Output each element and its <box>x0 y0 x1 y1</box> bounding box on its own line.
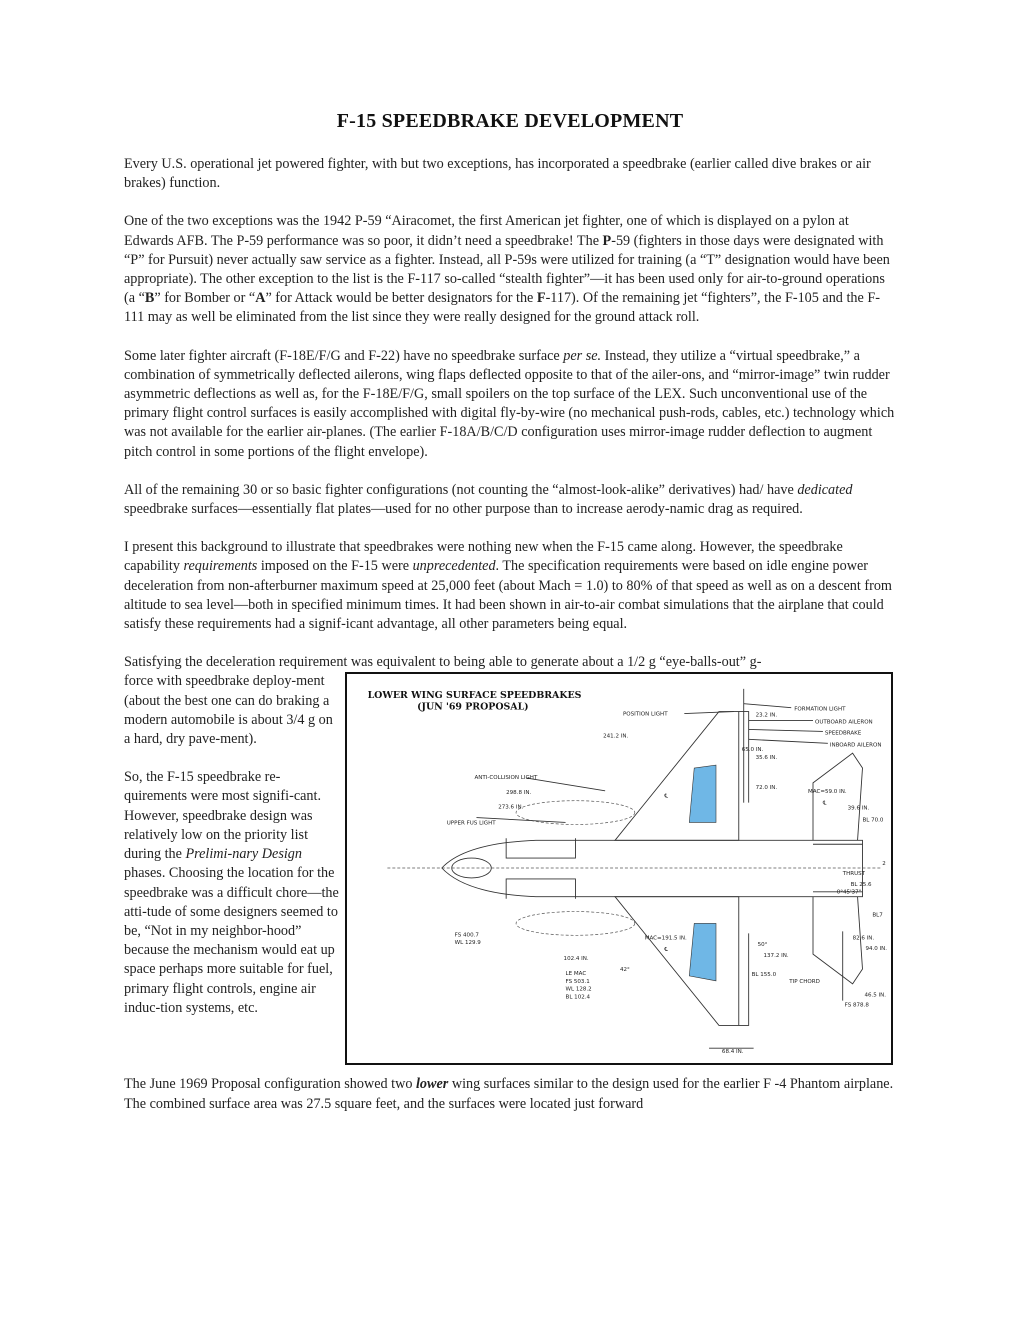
text-run: speedbrake surfaces—essentially flat plates—used for no other purpose than to increase aerody-namic drag as required. <box>124 501 803 518</box>
page-title: F-15 SPEEDBRAKE DEVELOPMENT <box>336 110 684 132</box>
text-run: One of the two exceptions was the 1942 P-59 “Airacomet, the first American jet fighter, one of which is displayed on a pylon at Edwards AFB. The P-59 performance was so poor, it didn’t need a speedbrake! The <box>124 213 849 249</box>
text-run: . The specification requirements were based on idle engine power deceleration from non-afterburner maximum speed at 25,000 feet (about Mach = 1.0) to 80% of that speed as well as on a descent from altitude to sea level—both in specified minimum times. It had been shown in air-to-air combat simulations that the airplane that could satisfy these requirements had a signif-icant advantage, all other parameters being equal. <box>124 558 892 633</box>
label-bl-25-6: BL 25.6 <box>850 882 872 889</box>
label-39-6: 39.6 IN. <box>847 806 870 813</box>
figure-title-line1: LOWER WING SURFACE SPEEDBRAKES <box>367 690 582 702</box>
label-68-4: 68.4 IN. <box>721 1049 744 1056</box>
bold-run: P <box>602 232 612 249</box>
text-run: imposed on the F-15 were <box>257 558 413 575</box>
text-run: wing surfaces similar to the design used for the earlier F -4 Phantom airplane. The combined surface area was 27.5 square feet, and the surfaces were located just forward <box>124 1076 894 1112</box>
italic-run: dedicated <box>797 481 853 498</box>
label-outboard-aileron: OUTBOARD AILERON <box>814 719 873 726</box>
label-cl-upper: ℄ <box>664 794 669 801</box>
fuel-tank-lower <box>516 912 635 936</box>
italic-run: per se. <box>563 347 602 364</box>
label-241-2: 241.2 IN. <box>603 733 629 740</box>
text-run: ” for Attack would be better designators for the <box>265 290 537 307</box>
paragraph-5 <box>124 538 896 634</box>
bold-run: F <box>536 290 546 307</box>
side-column <box>124 672 342 1017</box>
label-bl-70: BL 70.0 <box>862 817 884 824</box>
label-42: 42° <box>619 967 630 974</box>
label-137-2: 137.2 IN. <box>763 953 789 960</box>
italic-run: unprecedented <box>412 558 496 575</box>
bold-italic-run: lower <box>415 1076 449 1093</box>
paragraph-1 <box>124 155 896 193</box>
text-run: phases. Choosing the location for the speedbrake was a difficult chore—the atti-tude of some designers seemed to be, “Not in my neighbor-hood” because the mechanism would eat up space perhaps more suitable for fuel, primary flight controls, engine air induc-tion systems, etc. <box>124 865 339 1016</box>
label-bl-155: BL 155.0 <box>751 972 777 979</box>
leader-lines <box>476 689 842 1048</box>
label-94-0: 94.0 IN. <box>865 946 888 953</box>
label-upper-fus: UPPER FUS LIGHT <box>446 820 496 827</box>
label-thrust: THRUST <box>842 871 866 878</box>
paragraph-4 <box>124 481 896 519</box>
label-mac-191: MAC=191.5 IN. <box>644 935 687 942</box>
text-run: I present this background to illustrate that speedbrakes were nothing new when the F-15 came along. However, the speedbrake capability <box>124 539 843 575</box>
label-position-light: POSITION LIGHT <box>622 712 668 719</box>
speedbrake-diagram-figure <box>345 672 893 1065</box>
label-50: 50° <box>757 942 768 949</box>
figure-wrap-section <box>124 672 896 1075</box>
paragraph-8 <box>124 1075 896 1113</box>
paragraph-7 <box>124 768 342 1018</box>
label-speedbrake: SPEEDBRAKE <box>824 730 862 737</box>
fuselage-outline <box>387 839 882 899</box>
label-angle: 0°45'37" <box>836 890 862 897</box>
text-run: -117). Of the remaining jet “fighters”, the F-105 and the F-111 may as well be eliminated from the list since they were really designed for the ground attack roll. <box>124 290 880 326</box>
label-298-8: 298.8 IN. <box>506 790 532 797</box>
label-wl-128: WL 128.2 <box>565 987 592 994</box>
label-anti-collision: ANTI-COLLISION LIGHT <box>474 775 538 782</box>
text-run: -59 (fighters in those days were designated with “P” for Pursuit) never actually saw service as a fighter. Instead, all P-59s were utilized for training (a “T” designation would have been appropriate). The other exception to the list is the F-117 so-called “stealth fighter”—it has been used only for air-to-ground operations (a “ <box>124 232 890 307</box>
label-bl-102: BL 102.4 <box>565 995 591 1002</box>
label-le-mac: LE MAC <box>565 971 587 978</box>
text-run: The June 1969 Proposal configuration showed two <box>124 1076 416 1093</box>
label-fs-878: FS 878.8 <box>844 1003 869 1010</box>
label-bl7: BL7 <box>872 912 883 919</box>
lower-wing <box>615 897 862 1026</box>
text-run: Every U.S. operational jet powered fighter, with but two exceptions, has incorporated a speedbrake (earlier called dive brakes or air brakes) function. <box>124 156 871 192</box>
paragraph-6-side: force with speedbrake deploy-ment (about the best one can do braking a modern automobile is about 3/4 g on a hard, dry pave-ment). <box>124 673 333 748</box>
label-fs-503: FS 503.1 <box>565 979 590 986</box>
label-82-6: 82.6 IN. <box>852 935 875 942</box>
label-273-6: 273.6 IN. <box>498 805 524 812</box>
label-23-2: 23.2 IN. <box>755 713 778 720</box>
label-cl-tail: ℄ <box>822 801 827 808</box>
document-page <box>124 110 896 1133</box>
bold-run: A <box>255 290 266 307</box>
paragraph-6-lead: Satisfying the deceleration requirement was equivalent to being able to generate about a 1/2 g “eye-balls-out” g- <box>124 654 762 671</box>
label-46-5: 46.5 IN. <box>864 993 887 1000</box>
text-run: Instead, they utilize a “virtual speedbrake,” a combination of symmetrically deflected ailerons, wing flaps deflected opposite to that of the ailer-ons, and “mirror-image” twin rudder asymmetric deflections as well as, for the F-18E/F/G, small spoilers on the top surface of the LEX. Such unconventional use of the primary flight control surfaces is easily accomplished with digital fly-by-wire (no mechanical push-rods, cables, etc.) technology which was not available for the earlier air-planes. (The earlier F-18A/B/C/D configuration uses mirror-image rudder deflection to augment pitch control in some portions of the flight envelope). <box>124 347 895 460</box>
paragraph-2 <box>124 212 896 327</box>
label-tip-chord: TIP CHORD <box>789 979 820 986</box>
label-wl-129: WL 129.9 <box>454 940 481 947</box>
bold-run: B <box>144 290 155 307</box>
label-fs-400: FS 400.7 <box>454 932 479 939</box>
label-102-4: 102.4 IN. <box>563 956 589 963</box>
aircraft-planform-drawing <box>347 674 891 1063</box>
italic-run: Prelimi-nary Design <box>185 846 302 863</box>
label-72-0: 72.0 IN. <box>755 785 778 792</box>
speedbrake-lower <box>689 924 716 981</box>
label-inboard-aileron: INBOARD AILERON <box>829 742 882 749</box>
text-run: So, the F-15 speedbrake re-quirements were most signifi-cant. However, speedbrake design was relatively low on the priority list during the <box>124 769 321 863</box>
figure-title-line2: (JUN '69 PROPOSAL) <box>417 702 529 714</box>
label-2: 2 <box>882 861 886 868</box>
speedbrake-upper <box>689 766 716 823</box>
label-cl-lower: ℄ <box>664 947 669 954</box>
text-run: ” for Bomber or “ <box>154 290 256 307</box>
label-65-0: 65.0 IN. <box>741 747 764 754</box>
italic-run: requirements <box>183 558 258 575</box>
text-run: Some later fighter aircraft (F-18E/F/G and F-22) have no speedbrake surface <box>124 347 564 364</box>
text-run: All of the remaining 30 or so basic fighter configurations (not counting the “almost-look-alike” derivatives) had/ have <box>124 481 798 498</box>
paragraph-3 <box>124 347 896 462</box>
label-35-6: 35.6 IN. <box>755 755 778 762</box>
label-mac-59: MAC=59.0 IN. <box>808 789 847 796</box>
label-formation-light: FORMATION LIGHT <box>794 707 846 714</box>
